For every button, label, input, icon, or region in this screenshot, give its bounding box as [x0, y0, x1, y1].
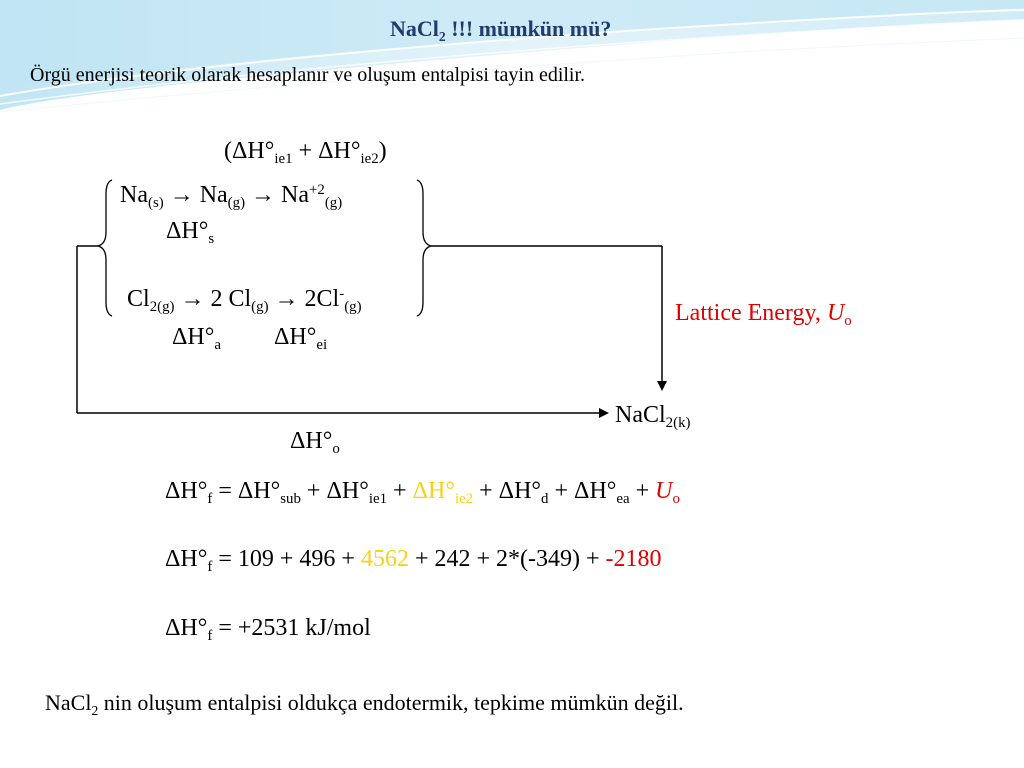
- equation-numeric: $\Delta H^\circ_f = 109 + 496 + 4562 + 242 + 2*(-349) + -2180$: [165, 546, 662, 576]
- intro-text: Örgü enerjisi teorik olarak hesaplanır ve oluşum entalpisi tayin edilir.: [30, 64, 586, 86]
- conclusion-text: NaCl$_2$ nin oluşum entalpisi oldukça endotermik, tepkime mümkün değil.: [45, 690, 684, 718]
- equation-general: $\Delta H^\circ_f = \Delta H^\circ_{sub} + \Delta H^\circ_{ie1} + \Delta H^\circ_{ie2} + \Delta H^\circ_d + \Delta H^\circ_{ea} + U_o$: [165, 478, 680, 508]
- atomization-enthalpy-label: $\Delta H^\circ_a$: [172, 324, 221, 354]
- lattice-energy-label: Lattice Energy, $U_o$: [675, 300, 852, 330]
- sodium-reaction: $Na_{(s)} \to Na_{(g)} \to Na^{+2}_{(g)}$: [120, 181, 343, 212]
- equation-result: $\Delta H^\circ_f = +2531$ kJ/mol: [165, 615, 371, 645]
- chlorine-reaction: $Cl_{2(g)} \to 2$ $Cl_{(g)} \to 2Cl^-_{(g)}$: [127, 285, 362, 316]
- sublimation-enthalpy-label: $\Delta H^\circ_s$: [166, 218, 215, 248]
- formation-enthalpy-label: $\Delta H^\circ_o$: [290, 428, 340, 458]
- slide-title: NaCl$_2$ !!! mümkün mü?: [390, 16, 612, 44]
- left-brace: [98, 180, 112, 316]
- electron-affinity-label: $\Delta H^\circ_{ei}$: [274, 324, 328, 354]
- right-brace: [417, 180, 431, 316]
- product-label: NaCl$_{2(k)}$: [615, 402, 691, 432]
- ionization-enthalpy-label: $(\Delta H^\circ_{ie1} + \Delta H^\circ_{ie2})$: [224, 138, 387, 168]
